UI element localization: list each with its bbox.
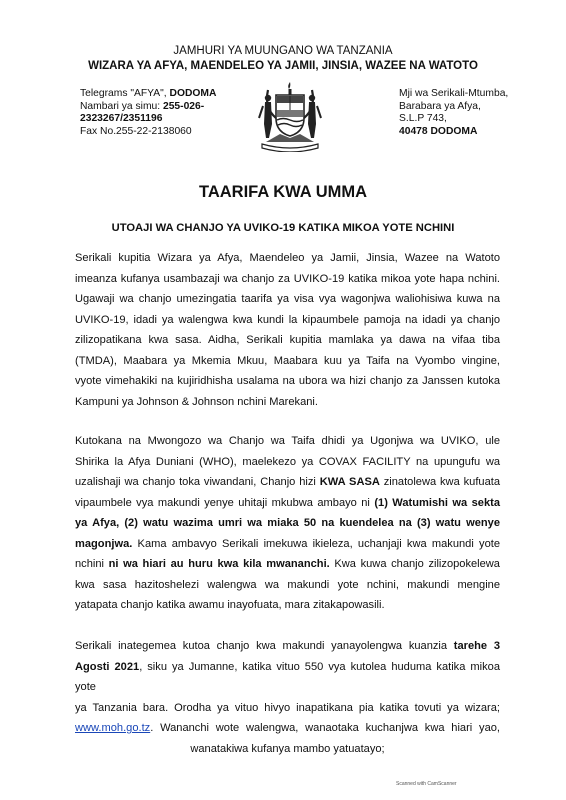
coat-of-arms-icon: [254, 78, 326, 152]
scanner-watermark: Scanned with CamScanner: [396, 781, 457, 787]
p3-line: [75, 718, 500, 739]
p2-bold-text: ya Afya, (2) watu wazima umri wa miaka 50 na kuendelea na (3) watu wenye: [75, 517, 500, 529]
address-line-1: Mji wa Serikali-Mtumba,: [399, 88, 509, 99]
paragraph-2: [75, 431, 500, 616]
address-line-2: Barabara ya Afya,: [399, 100, 481, 112]
ministry-heading: WIZARA YA AFYA, MAENDELEO YA JAMII, JINSIA, WAZEE NA WATOTO: [88, 60, 478, 72]
p3-line: [75, 657, 500, 698]
p2-bold-text: ni wa hiari au huru kwa kila mwananchi.: [108, 558, 330, 570]
paragraph-3: [75, 636, 500, 759]
p3-text: , siku ya Jumanne, katika vituo 550 vya kutolea huduma katika mikoa yote: [75, 660, 500, 693]
p2-text: uzalishaji wa chanjo toka viwandani, Chanjo hizi: [75, 476, 320, 488]
address-city: DODOMA: [430, 125, 478, 137]
p2-line: kwa sasa hazitoshelezi walengwa wa makundi yote nchini, makundi mengine: [75, 578, 500, 591]
fax-number: Fax No.255-22-2138060: [80, 125, 192, 137]
p2-line: [75, 472, 500, 493]
p1-line: (TMDA), Maabara ya Mkemia Mkuu, Maabara kuu ya Taifa na Vyombo vingine,: [75, 354, 500, 367]
p2-line: Kutokana na Mwongozo wa Chanjo wa Taifa dhidi ya Ugonjwa wa UVIKO, ule: [75, 435, 500, 447]
republic-heading: JAMHURI YA MUUNGANO WA TANZANIA: [173, 45, 393, 57]
p2-bold-text: KWA SASA: [319, 476, 380, 488]
p3-line: wanatakiwa kufanya mambo yatuatayo;: [190, 742, 385, 755]
contact-left: [80, 88, 265, 138]
p2-line: [75, 493, 500, 514]
p2-line: yatapata chanjo katika awamu inayofuata, mara zitakapowasili.: [75, 599, 385, 611]
p2-text: Kama ambavyo Serikali imekuwa ikieleza, uchanjaji kwa makundi yote: [132, 537, 500, 550]
telegrams-label: Telegrams "AFYA",: [80, 88, 170, 99]
p1-line: imeanza kufanya usambazaji wa chanjo za UVIKO-19 katika mikoa yote hapa nchini.: [75, 272, 500, 285]
phone-label: Nambari ya simu:: [80, 100, 163, 112]
p1-line: Kampuni ya Johnson & Johnson nchini Marekani.: [75, 395, 318, 408]
p2-line: [75, 534, 500, 555]
telegrams-city: DODOMA: [169, 88, 217, 99]
contact-right: [399, 88, 549, 138]
p2-text: nchini: [75, 558, 109, 570]
p2-text: zinatolewa kwa kufuata: [379, 476, 500, 488]
p2-bold-text: (1) Watumishi wa sekta: [374, 496, 501, 509]
page-subtitle: UTOAJI WA CHANJO YA UVIKO-19 KATIKA MIKOA YOTE NCHINI: [111, 222, 455, 234]
p2-line: [75, 513, 500, 534]
p1-line: vyote vimehakiki na kujiridhisha usalama na ubora wa hizi chanjo za Janssen kutoka: [75, 375, 500, 387]
address-line-3: S.L.P 743,: [399, 113, 447, 124]
p3-line: ya Tanzania bara. Orodha ya vituo hivyo inapatikana pia katika tovuti ya wizara;: [75, 701, 500, 714]
p3-bold-text: tarehe 3: [453, 640, 500, 652]
paragraph-1: [75, 248, 500, 412]
p1-line: zilizopatikana kwa sasa. Aidha, Serikali kupitia mamlaka ya dawa na vifaa tiba: [75, 334, 500, 346]
p1-line: UVIKO-19, idadi ya walengwa kwa kundi la kipaumbele pamoja na idadi ya chanjo: [75, 313, 500, 326]
ministry-website-link[interactable]: www.moh.go.tz: [75, 722, 151, 734]
p1-line: Serikali kupitia Wizara ya Afya, Maendeleo ya Jamii, Jinsia, Wazee na Watoto: [75, 252, 500, 264]
p3-text: . Wananchi wote walengwa, wanaotaka kuchanjwa kwa hiari yao,: [150, 722, 500, 734]
p3-bold-text: Agosti 2021: [75, 660, 140, 673]
p2-text: vipaumbele vya makundi yenye uhitaji mkubwa ambayo ni: [75, 496, 375, 509]
page-title: TAARIFA KWA UMMA: [198, 183, 368, 201]
phone-number-1: 255-026-: [162, 100, 205, 112]
p2-line: Shirika la Afya Duniani (WHO), maelekezo ya COVAX FACILITY na upungufu wa: [75, 455, 500, 468]
phone-number-2: 2323267/2351196: [80, 113, 163, 124]
p2-line: [75, 554, 500, 575]
postcode: 40478: [399, 125, 431, 137]
p1-line: Ugawaji wa chanjo umezingatia taarifa ya visa vya wagonjwa waliohisiwa kuwa na: [75, 293, 500, 305]
p2-bold-text: magonjwa.: [75, 537, 133, 550]
p3-text: Serikali inategemea kutoa chanjo kwa makundi yanayolengwa kuanzia: [75, 640, 454, 652]
p3-line: [75, 636, 500, 657]
p2-text: Kwa kuwa chanjo zilizopokelewa: [329, 558, 500, 570]
